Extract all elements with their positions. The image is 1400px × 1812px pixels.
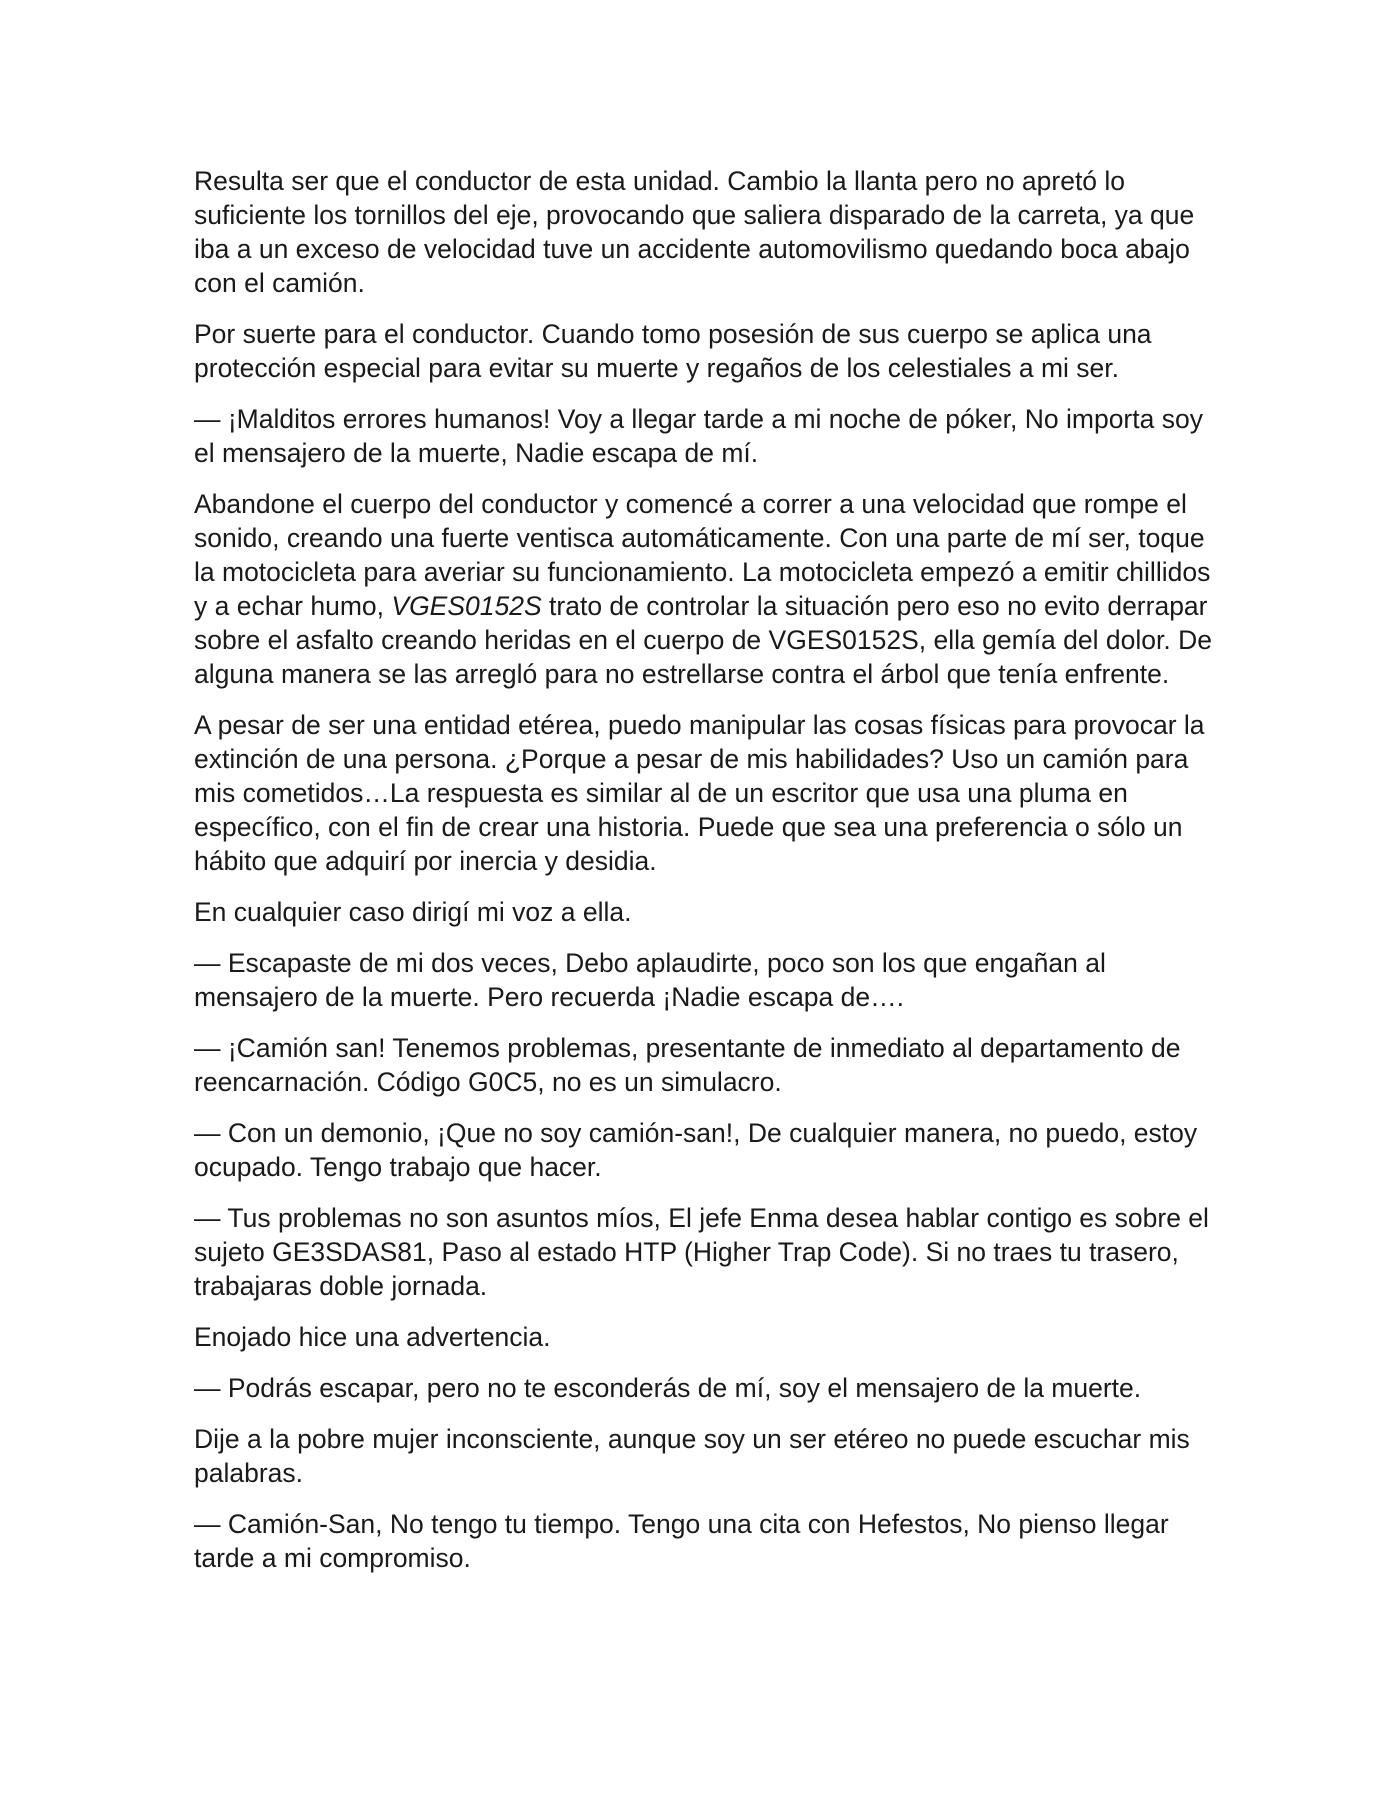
paragraph: — ¡Malditos errores humanos! Voy a llegar tarde a mi noche de póker, No importa soy el mensajero de la muerte, Nadie escapa de mí.	[194, 404, 1203, 468]
paragraph: — ¡Camión san! Tenemos problemas, presentante de inmediato al departamento de reencarnación. Código G0C5, no es un simulacro.	[194, 1033, 1181, 1097]
paragraph: Resulta ser que el conductor de esta unidad. Cambio la llanta pero no apretó lo suficiente los tornillos del eje, provocando que saliera disparado de la carreta, ya que iba a un exceso de velocidad tuve un accidente automovilismo quedando boca abajo con el camión.	[194, 166, 1195, 298]
paragraph	[194, 487, 1214, 691]
document-body	[194, 164, 1214, 1592]
paragraph: Por suerte para el conductor. Cuando tomo posesión de sus cuerpo se aplica una protección especial para evitar su muerte y regaños de los celestiales a mi ser.	[194, 319, 1152, 383]
paragraph: Enojado hice una advertencia.	[194, 1322, 551, 1352]
paragraph: — Tus problemas no son asuntos míos, El jefe Enma desea hablar contigo es sobre el sujeto GE3SDAS81, Paso al estado HTP (Higher Trap Code). Si no traes tu trasero, trabajaras doble jornada.	[194, 1203, 1209, 1301]
paragraph: Dije a la pobre mujer inconsciente, aunque soy un ser etéreo no puede escuchar mis palabras.	[194, 1424, 1190, 1488]
paragraph: — Con un demonio, ¡Que no soy camión-san!, De cualquier manera, no puedo, estoy ocupado. Tengo trabajo que hacer.	[194, 1118, 1198, 1182]
paragraph: A pesar de ser una entidad etérea, puedo manipular las cosas físicas para provocar la extinción de una persona. ¿Porque a pesar de mis habilidades? Uso un camión para mis cometidos…La respuesta es similar al de un escritor que usa una pluma en específico, con el fin de crear una historia. Puede que sea una preferencia o sólo un hábito que adquirí por inercia y desidia.	[194, 710, 1205, 876]
italic-name: VGES0152S	[391, 591, 542, 621]
paragraph: — Escapaste de mi dos veces, Debo aplaudirte, poco son los que engañan al mensajero de la muerte. Pero recuerda ¡Nadie escapa de….	[194, 948, 1106, 1012]
paragraph-text: Abandone el cuerpo del conductor y comencé a correr a una velocidad que rompe el sonido, creando una fuerte ventisca automáticamente. Con una parte de mí ser, toque la motocicleta para averiar su funcionamiento. La motocicleta empezó a emitir chillidos y a echar humo,	[194, 489, 1211, 621]
paragraph: — Podrás escapar, pero no te esconderás de mí, soy el mensajero de la muerte.	[194, 1373, 1142, 1403]
paragraph: En cualquier caso dirigí mi voz a ella.	[194, 897, 632, 927]
paragraph: — Camión-San, No tengo tu tiempo. Tengo una cita con Hefestos, No pienso llegar tarde a mi compromiso.	[194, 1509, 1169, 1573]
paragraph-text: trato de controlar la situación pero eso no evito derrapar sobre el asfalto creando heridas en el cuerpo de VGES0152S, ella gemía del dolor. De alguna manera se las arregló para no estrellarse contra el árbol que tenía enfrente.	[194, 591, 1212, 689]
